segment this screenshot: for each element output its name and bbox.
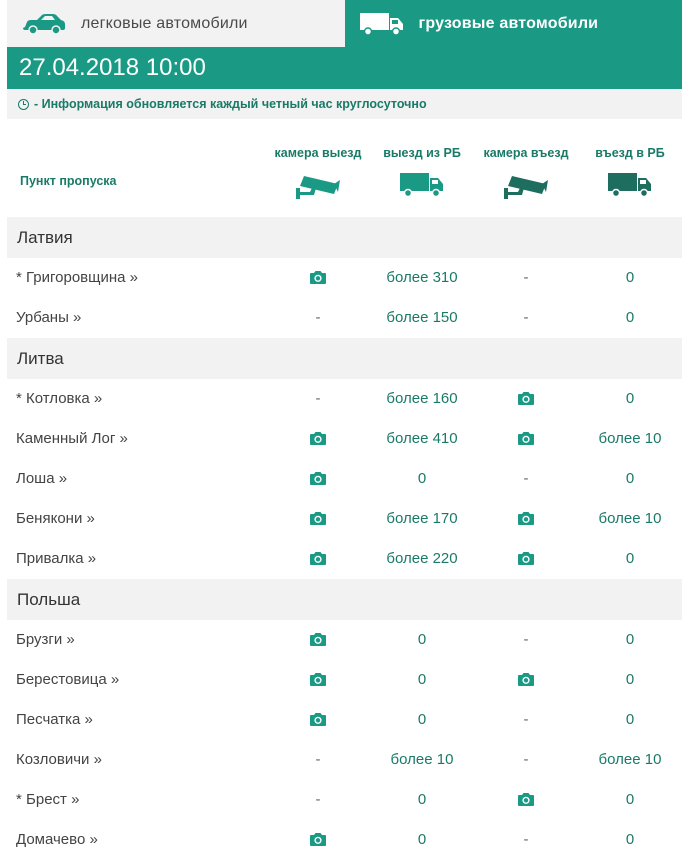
truck-icon (359, 13, 407, 35)
cell-entry: более 10 (598, 510, 662, 527)
checkpoint-link[interactable]: * Котловка » (16, 390, 103, 407)
country-group-header: Польша (7, 579, 682, 620)
cell-entry: 0 (625, 550, 635, 567)
checkpoint-link[interactable]: Урбаны » (16, 309, 82, 326)
camera-icon[interactable] (309, 551, 327, 566)
cell-entry: 0 (625, 269, 635, 286)
camera-icon[interactable] (517, 511, 535, 526)
cell-camera-exit[interactable] (266, 670, 370, 687)
table-row (7, 780, 682, 820)
cell-camera-entry: - (523, 269, 529, 286)
camera-icon[interactable] (309, 832, 327, 847)
checkpoint-table (7, 217, 682, 860)
camera-icon[interactable] (309, 270, 327, 285)
cell-camera-exit: - (315, 751, 321, 768)
cell-exit: более 170 (386, 510, 458, 527)
checkpoint-link[interactable]: Козловичи » (16, 751, 102, 768)
cell-exit: более 160 (386, 390, 458, 407)
camera-icon[interactable] (309, 632, 327, 647)
camera-icon[interactable] (517, 792, 535, 807)
cell-entry: 0 (625, 671, 635, 688)
header-checkpoint: Пункт пропуска (20, 174, 117, 188)
cell-exit: более 220 (386, 550, 458, 567)
camera-icon[interactable] (517, 431, 535, 446)
cell-entry: 0 (625, 631, 635, 648)
checkpoint-link[interactable]: * Григоровщина » (16, 269, 138, 286)
table-row (7, 499, 682, 539)
camera-icon[interactable] (517, 391, 535, 406)
checkpoint-link[interactable]: Домачево » (16, 831, 98, 848)
cell-entry: 0 (625, 831, 635, 848)
info-text: - Информация обновляется каждый четный час круглосуточно (34, 97, 427, 111)
header-camera-exit-label: камера выезд (274, 146, 362, 160)
cell-camera-exit[interactable] (266, 469, 370, 486)
cell-exit: 0 (417, 791, 427, 808)
header-exit-label: выезд из РБ (383, 146, 461, 160)
checkpoint-link[interactable]: Песчатка » (16, 711, 93, 728)
table-row (7, 379, 682, 419)
cell-exit: 0 (417, 711, 427, 728)
header-entry-label: въезд в РБ (595, 146, 665, 160)
cell-camera-entry: - (523, 309, 529, 326)
country-group-header: Литва (7, 338, 682, 379)
cell-camera-entry[interactable] (474, 549, 578, 566)
camera-icon[interactable] (517, 551, 535, 566)
checkpoint-link[interactable]: Бенякони » (16, 510, 95, 527)
header-camera-entry-label: камера въезд (483, 146, 569, 160)
cell-entry: более 10 (598, 751, 662, 768)
camera-icon[interactable] (309, 712, 327, 727)
cell-camera-exit[interactable] (266, 429, 370, 446)
cell-camera-exit: - (315, 791, 321, 808)
cell-camera-entry[interactable] (474, 429, 578, 446)
cell-exit: более 410 (386, 430, 458, 447)
tab-trucks-label: грузовые автомобили (418, 14, 599, 32)
country-group-header: Латвия (7, 217, 682, 258)
cell-camera-entry[interactable] (474, 389, 578, 406)
table-row (7, 419, 682, 459)
surveillance-camera-icon (474, 170, 578, 200)
truck-icon (578, 170, 682, 200)
cell-entry: 0 (625, 791, 635, 808)
vehicle-type-tabs (7, 0, 682, 47)
cell-camera-entry[interactable] (474, 670, 578, 687)
table-row (7, 298, 682, 338)
table-row (7, 539, 682, 579)
cell-camera-exit: - (315, 390, 321, 407)
cell-entry: 0 (625, 470, 635, 487)
cell-camera-exit[interactable] (266, 509, 370, 526)
checkpoint-link[interactable]: * Брест » (16, 791, 80, 808)
table-row (7, 740, 682, 780)
table-row (7, 620, 682, 660)
update-datetime: 27.04.2018 10:00 (19, 54, 206, 81)
truck-icon (370, 170, 474, 200)
table-row (7, 258, 682, 298)
cell-exit: более 150 (386, 309, 458, 326)
cell-entry: 0 (625, 711, 635, 728)
camera-icon[interactable] (309, 672, 327, 687)
cell-camera-entry: - (523, 751, 529, 768)
camera-icon[interactable] (309, 431, 327, 446)
cell-camera-entry: - (523, 470, 529, 487)
cell-camera-exit[interactable] (266, 630, 370, 647)
surveillance-camera-icon (266, 170, 370, 200)
cell-camera-exit[interactable] (266, 710, 370, 727)
cell-camera-entry: - (523, 831, 529, 848)
cell-camera-exit[interactable] (266, 549, 370, 566)
cell-camera-exit: - (315, 309, 321, 326)
checkpoint-link[interactable]: Каменный Лог » (16, 430, 128, 447)
header-entry (578, 146, 682, 200)
cell-camera-entry[interactable] (474, 509, 578, 526)
cell-exit: более 10 (390, 751, 454, 768)
cell-exit: 0 (417, 631, 427, 648)
cell-camera-entry[interactable] (474, 790, 578, 807)
tab-trucks[interactable] (345, 0, 683, 47)
checkpoint-link[interactable]: Брузги » (16, 631, 75, 648)
info-bar (7, 89, 682, 119)
tab-cars[interactable] (7, 0, 345, 47)
cell-camera-exit[interactable] (266, 268, 370, 285)
cell-camera-entry: - (523, 711, 529, 728)
header-camera-entry (474, 146, 578, 200)
checkpoint-link[interactable]: Берестовица » (16, 671, 120, 688)
camera-icon[interactable] (517, 672, 535, 687)
cell-entry: 0 (625, 390, 635, 407)
tab-cars-label: легковые автомобили (81, 14, 248, 32)
table-header (7, 119, 682, 217)
cell-exit: 0 (417, 671, 427, 688)
date-bar (7, 47, 682, 89)
checkpoint-link[interactable]: Лоша » (16, 470, 68, 487)
table-row (7, 700, 682, 740)
cell-exit: 0 (417, 831, 427, 848)
clock-icon (18, 99, 29, 110)
cell-exit: 0 (417, 470, 427, 487)
checkpoint-link[interactable]: Привалка » (16, 550, 97, 567)
table-row (7, 660, 682, 700)
table-row (7, 820, 682, 860)
cell-camera-entry: - (523, 631, 529, 648)
cell-entry: более 10 (598, 430, 662, 447)
camera-icon[interactable] (309, 471, 327, 486)
border-queue-widget (7, 0, 682, 860)
cell-exit: более 310 (386, 269, 458, 286)
header-exit (370, 146, 474, 200)
car-icon (21, 13, 69, 35)
cell-camera-exit[interactable] (266, 830, 370, 847)
cell-entry: 0 (625, 309, 635, 326)
header-camera-exit (266, 146, 370, 200)
table-row (7, 459, 682, 499)
camera-icon[interactable] (309, 511, 327, 526)
